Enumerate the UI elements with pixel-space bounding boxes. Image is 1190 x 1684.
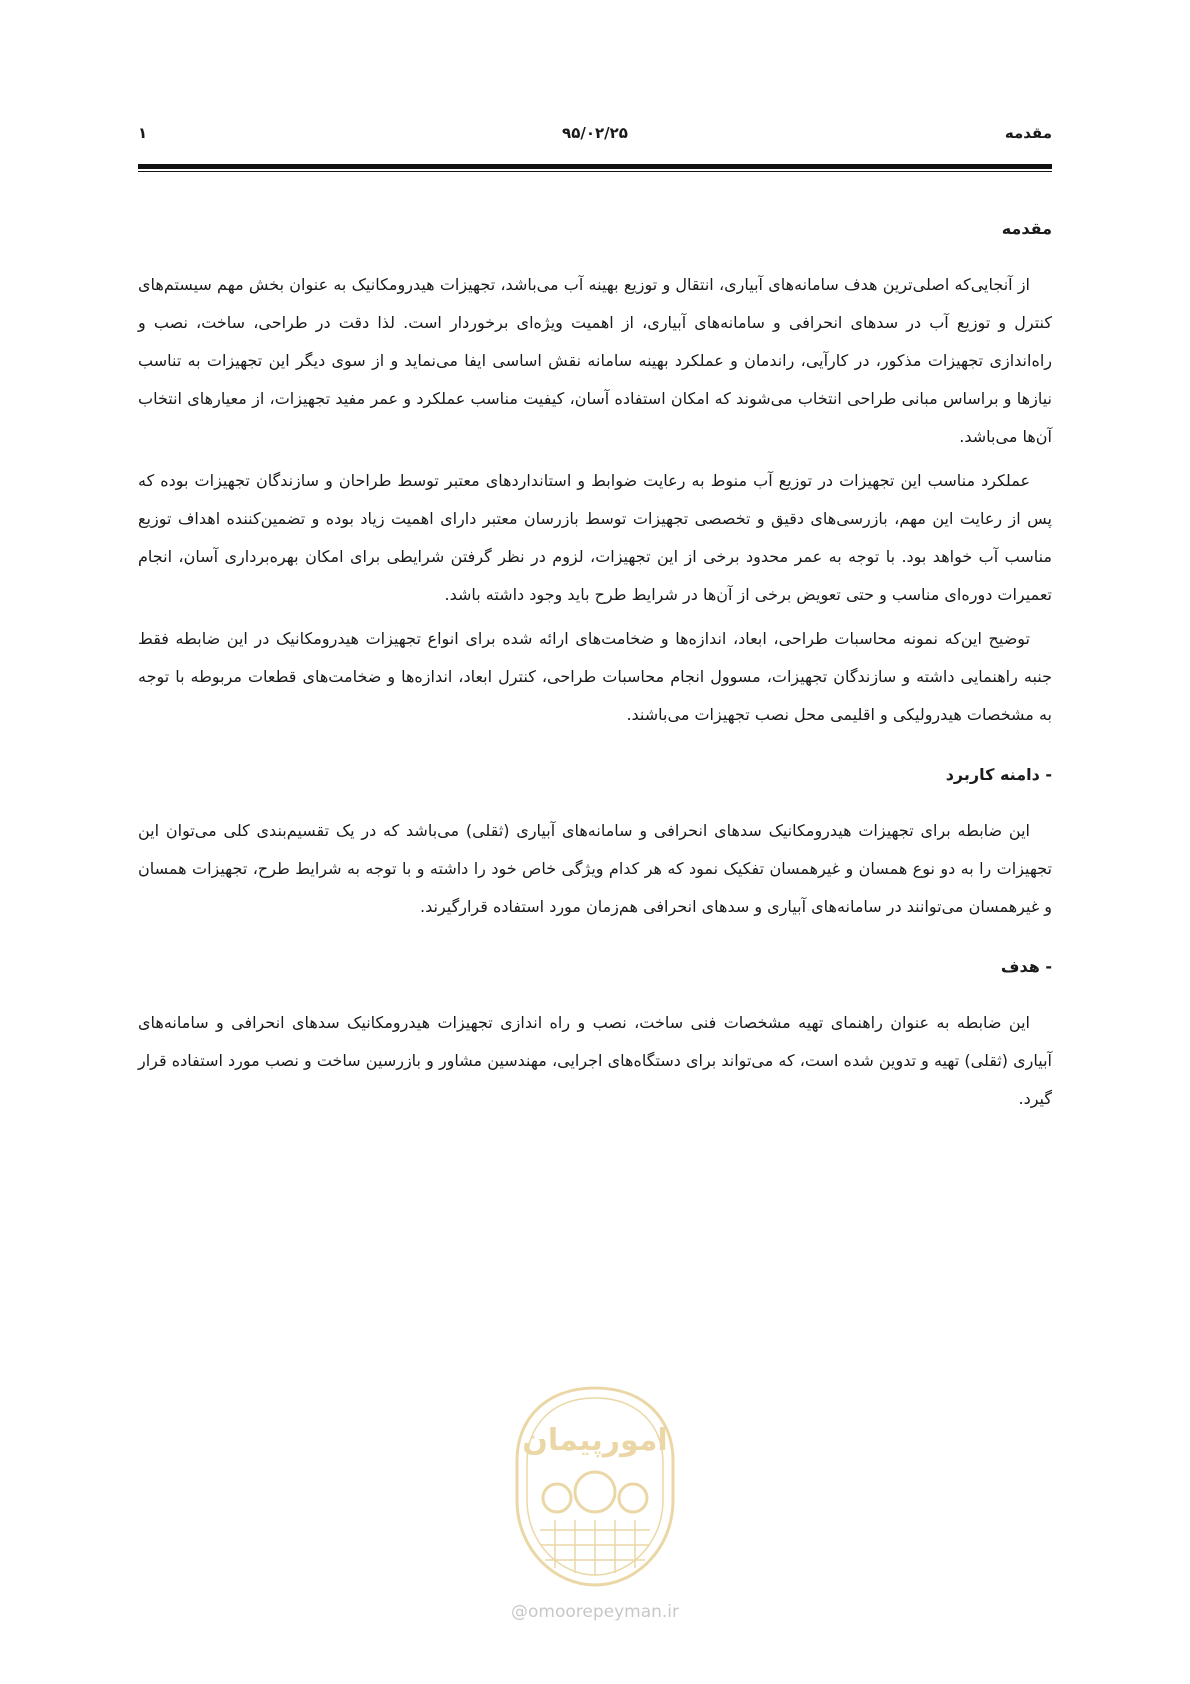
page-number: ۱ — [138, 124, 148, 142]
intro-paragraph-2: عملکرد مناسب این تجهیزات در توزیع آب منوط به رعایت ضوابط و استانداردهای معتبر توسط طراحان و سازندگان تجهیزات بوده که پس از رعایت این مهم، بازرسی‌های دقیق و تخصصی تجهیزات توسط بازرسان معتبر دارای اهمیت زیاد بوده و تضمین‌کننده اهداف توزیع مناسب آب خواهد بود. با توجه به عمر محدود برخی از این تجهیزات، لزوم در نظر گرفتن شرایطی برای امکان بهره‌برداری آسان، انجام تعمیرات دوره‌ای مناسب و حتی تعویض برخی از آن‌ها در شرایط طرح باید وجود داشته باشد. — [138, 471, 1052, 604]
page-content — [138, 214, 1052, 1124]
scope-heading: - دامنه کاربرد — [945, 765, 1052, 784]
header-title: مقدمه — [1004, 124, 1052, 142]
page-header — [138, 124, 1052, 154]
goal-heading: - هدف — [1000, 957, 1052, 976]
goal-paragraph: این ضابطه به عنوان راهنمای تهیه مشخصات فنی ساخت، نصب و راه اندازی تجهیزات هیدرومکانیک سدهای انحرافی و سامانه‌های آبیاری (ثقلی) تهیه و تدوین شده است، که می‌تواند برای دستگاه‌های اجرایی، مهندسین مشاور و بازرسین ساخت و نصب مورد استفاده قرار گیرد. — [138, 1013, 1052, 1108]
header-rule-thick — [138, 164, 1052, 169]
header-rule-thin — [138, 171, 1052, 172]
watermark-url: @omoorepeyman.ir — [510, 1602, 680, 1622]
header-date: ۹۵/۰۲/۲۵ — [562, 124, 628, 142]
intro-paragraph-3: توضیح این‌که نمونه محاسبات طراحی، ابعاد، اندازه‌ها و ضخامت‌های ارائه شده برای انواع تجهیزات هیدرومکانیک در این ضابطه فقط جنبه راهنمایی داشته و سازندگان تجهیزات، مسوول انجام محاسبات طراحی، کنترل ابعاد، اندازه‌ها و ضخامت‌های قطعات مربوطه با توجه به مشخصات هیدرولیکی و اقلیمی محل نصب تجهیزات می‌باشند. — [138, 629, 1052, 724]
watermark-logo-text: امورپیمان — [522, 1423, 668, 1458]
watermark — [495, 1380, 695, 1640]
watermark-logo — [495, 1380, 695, 1595]
intro-paragraph-1: از آنجایی‌که اصلی‌ترین هدف سامانه‌های آبیاری، انتقال و توزیع بهینه آب می‌باشد، تجهیزات هیدرومکانیک به عنوان بخش مهم سیستم‌های کنترل و توزیع آب در سدهای انحرافی و سامانه‌های آبیاری، از اهمیت ویژه‌ای برخوردار است. لذا دقت در طراحی، ساخت، نصب و راه‌اندازی تجهیزات مذکور، در کارآیی، راندمان و عملکرد بهینه سامانه نقش اساسی ایفا می‌نماید و از سوی دیگر این تجهیزات به تناسب نیازها و براساس مبانی طراحی انتخاب می‌شوند که امکان استفاده آسان، کیفیت مناسب عملکرد و عمر مفید تجهیزات، از معیارهای انتخاب آن‌ها می‌باشد. — [138, 275, 1052, 446]
section-title: مقدمه — [1001, 219, 1052, 238]
scope-paragraph: این ضابطه برای تجهیزات هیدرومکانیک سدهای انحرافی و سامانه‌های آبیاری (ثقلی) می‌باشد که در یک تقسیم‌بندی کلی می‌توان این تجهیزات را به دو نوع همسان و غیرهمسان تفکیک نمود که هر کدام ویژگی خاص خود را داشته و با توجه به شرایط طرح، تجهیزات همسان و غیرهمسان می‌توانند در سامانه‌های آبیاری و سدهای انحرافی هم‌زمان مورد استفاده قرارگیرند. — [138, 821, 1052, 916]
